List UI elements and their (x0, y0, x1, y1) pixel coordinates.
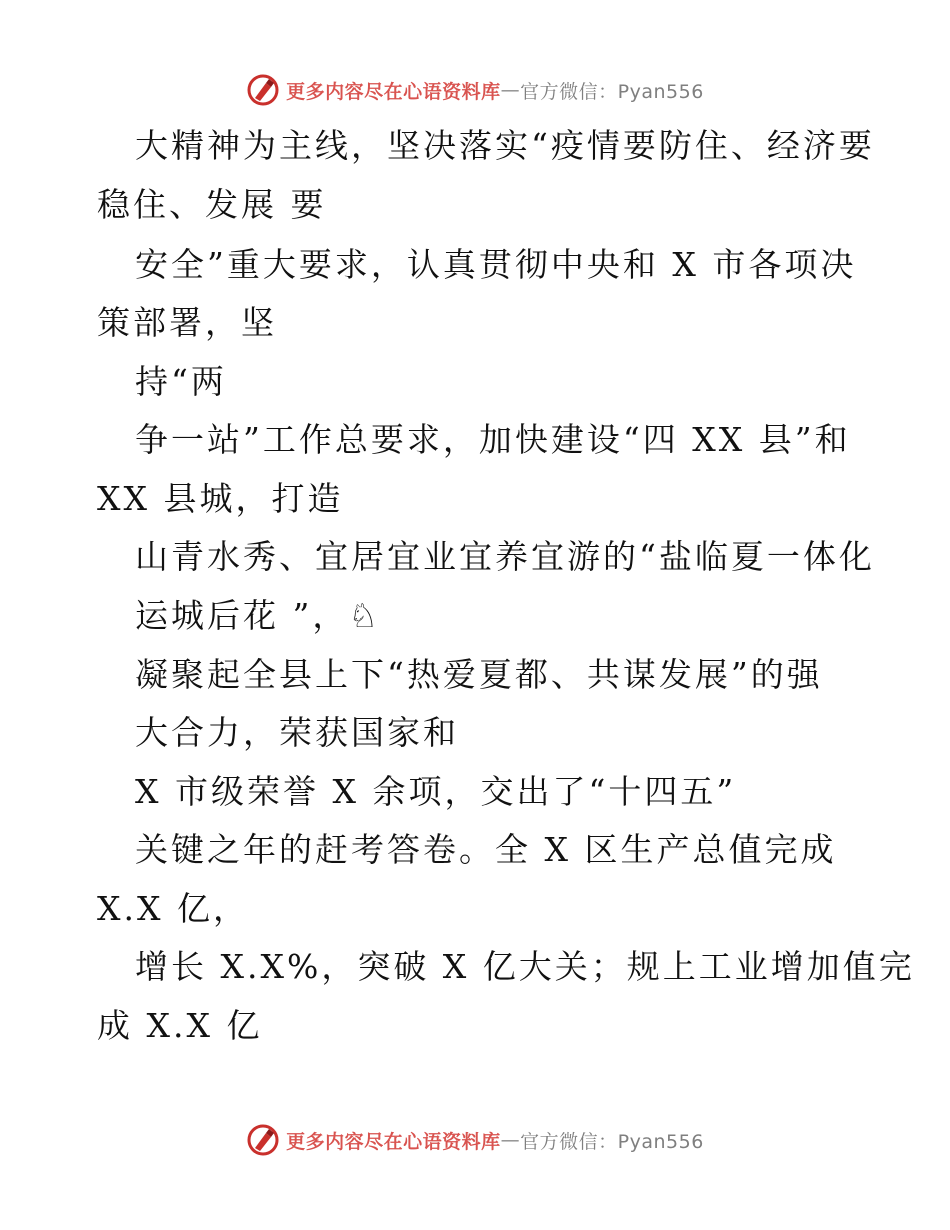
text-line: 策部署，坚 (97, 303, 277, 342)
pen-logo-icon (246, 1123, 280, 1157)
text-line: X.X 亿， (97, 889, 249, 928)
text-line: 成 X.X 亿 (97, 1006, 263, 1045)
watermark-contact: 官方微信：Pyan556 (520, 1130, 704, 1153)
watermark-separator: — (500, 79, 521, 101)
text-line: 增长 X.X%，突破 X 亿大关；规上工业增加值完 (135, 947, 915, 986)
text-line: 持“两 (135, 362, 227, 401)
watermark-contact: 官方微信：Pyan556 (520, 80, 704, 103)
watermark-text: 更多内容尽在心语资料库 (286, 1130, 501, 1153)
text-line: 大合力，荣获国家和 (135, 713, 459, 752)
watermark-separator: — (500, 1129, 521, 1151)
text-line: 凝聚起全县上下“热爱夏都、共谋发展”的强 (135, 655, 823, 694)
watermark-text: 更多内容尽在心语资料库 (286, 80, 501, 103)
text-line: 大精神为主线，坚决落实“疫情要防住、经济要 (135, 126, 875, 165)
text-line: 争一站”工作总要求，加快建设“四 XX 县”和 (135, 420, 851, 459)
text-line: 山青水秀、宜居宜业宜养宜游的“盐临夏一体化 (135, 537, 875, 576)
text-line: 安全”重大要求，认真贯彻中央和 X 市各项决 (135, 245, 857, 284)
text-line: X 市级荣誉 X 余项，交出了“十四五” (135, 772, 737, 811)
text-line: 运城后花 ”，♘ (135, 596, 381, 635)
text-line: 稳住、发展 要 (97, 185, 327, 224)
text-line: XX 县城，打造 (97, 479, 344, 518)
text-line: 关键之年的赶考答卷。全 X 区生产总值完成 (135, 830, 837, 869)
footer-watermark (0, 1120, 950, 1160)
